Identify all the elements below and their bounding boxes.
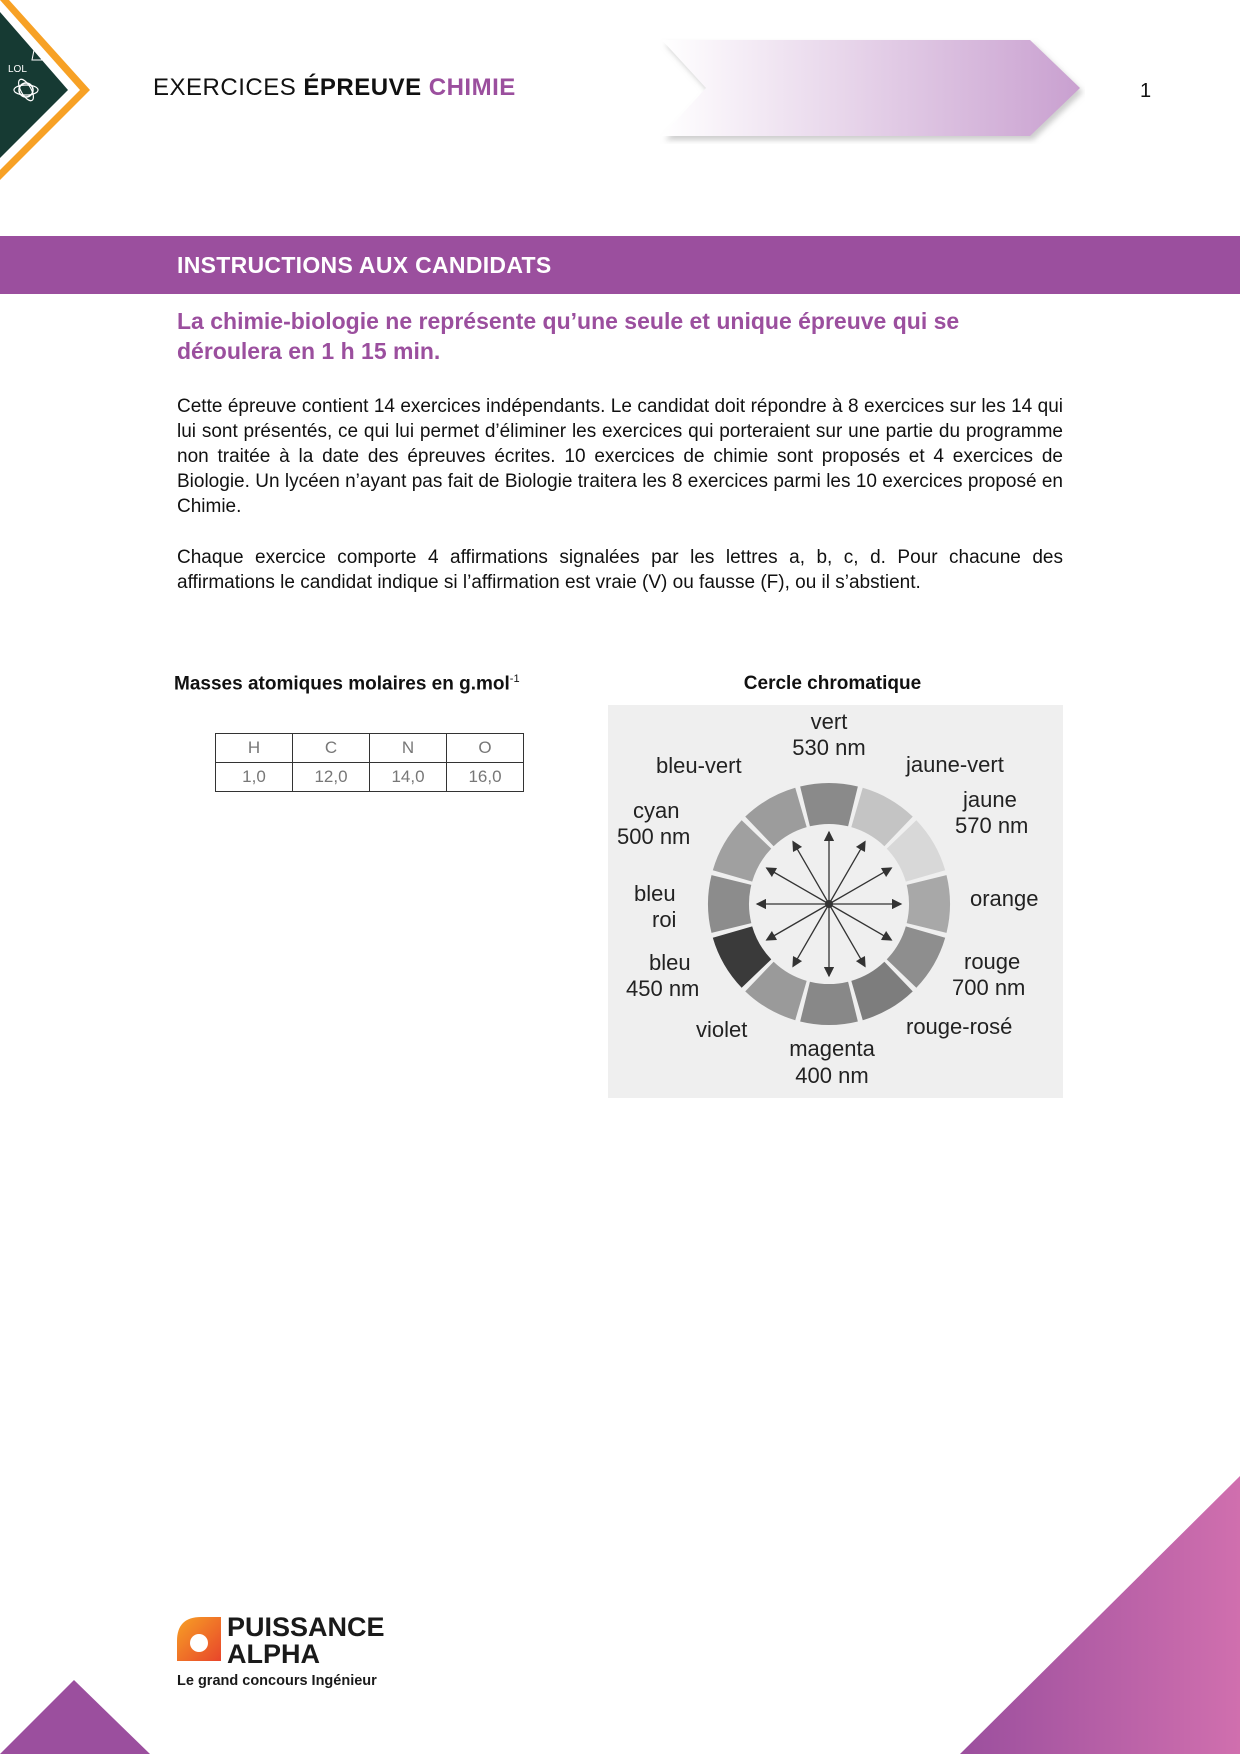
mass-cell-n: 14,0 — [370, 763, 447, 792]
label-violet: violet — [696, 1017, 748, 1042]
instructions-paragraph-2: Chaque exercice comporte 4 affirmations signalées par les lettres a, b, c, d. Pour chacune des affirmations le candidat indique si l’affirmation est vraie (V) ou fausse (F), ou il s’abstient. — [177, 547, 1063, 593]
brand-tagline: Le grand concours Ingénieur — [177, 1673, 377, 1689]
bottom-right-decoration — [960, 1476, 1240, 1754]
mass-cell-h: 1,0 — [216, 763, 293, 792]
complementary-arrow — [829, 904, 865, 966]
header-title-epreuve: ÉPREUVE — [303, 74, 429, 101]
label-rouge: rouge — [964, 949, 1021, 974]
color-ring-segment — [907, 875, 950, 933]
masses-title — [174, 673, 520, 695]
table-row — [216, 763, 524, 792]
label-vert-nm: 530 nm — [792, 735, 866, 760]
svg-text:LOL: LOL — [8, 64, 27, 75]
mass-cell-c: 12,0 — [293, 763, 370, 792]
brand-line-1: PUISSANCE — [227, 1613, 385, 1642]
header-title-chimie: CHIMIE — [428, 74, 516, 101]
color-ring-segment — [800, 783, 858, 826]
complementary-arrow — [793, 842, 829, 904]
exam-duration-heading: La chimie-biologie ne représente qu’une seule et unique épreuve qui se déroulera en 1 h 15 min. — [177, 308, 960, 364]
corner-chemistry-logo — [0, 0, 90, 190]
label-cyan-nm: 500 nm — [617, 824, 691, 849]
masses-table — [215, 733, 524, 792]
header-title-exercices: EXERCICES — [153, 74, 304, 101]
complementary-arrow — [793, 904, 829, 966]
chromatic-circle-svg — [608, 705, 1063, 1098]
instructions-paragraph-1: Cette épreuve contient 14 exercices indépendants. Le candidat doit répondre à 8 exercices sur les 14 qui lui sont présentés, ce qui lui permet d’éliminer les exercices qui porteraient sur une partie du programme non traitée à la date des épreuves écrites. 10 exercices de chimie sont proposés et 4 exercices de Biologie. Un lycéen n’ayant pas fait de Biologie traitera les 8 exercices parmi les 10 exercices proposé en Chimie. — [177, 396, 1063, 517]
masses-title-exponent: -1 — [509, 673, 520, 685]
mass-cell-o: 16,0 — [447, 763, 524, 792]
complementary-arrow — [767, 868, 829, 904]
element-cell-c: C — [293, 734, 370, 763]
label-orange: orange — [970, 886, 1039, 911]
label-jaune-vert: jaune-vert — [906, 752, 1004, 777]
page-number: 1 — [1140, 80, 1152, 102]
label-jaune: jaune — [963, 787, 1017, 812]
label-magenta: magenta — [789, 1036, 875, 1061]
element-cell-o: O — [447, 734, 524, 763]
puissance-alpha-logo — [175, 1613, 415, 1693]
circle-center-dot — [825, 900, 833, 908]
element-cell-h: H — [216, 734, 293, 763]
chromatic-circle-figure — [608, 705, 1063, 1098]
label-bleu-roi-2: roi — [652, 907, 677, 932]
label-magenta-nm: 400 nm — [795, 1063, 869, 1088]
header-arrow-banner — [660, 38, 1085, 144]
color-ring-segment — [708, 875, 751, 933]
complementary-arrow — [829, 842, 865, 904]
label-jaune-nm: 570 nm — [955, 813, 1029, 838]
label-vert: vert — [810, 709, 848, 734]
complementary-arrow — [829, 868, 891, 904]
element-cell-n: N — [370, 734, 447, 763]
label-bleu: bleu — [649, 950, 691, 975]
bottom-left-decoration — [0, 1678, 150, 1754]
label-bleu-nm: 450 nm — [626, 976, 700, 1001]
label-bleu-vert: bleu-vert — [656, 753, 742, 778]
brand-line-2: ALPHA — [227, 1639, 320, 1669]
chromatic-circle-title: Cercle chromatique — [743, 673, 922, 694]
label-bleu-roi-1: bleu — [634, 881, 676, 906]
table-row — [216, 734, 524, 763]
header-title — [153, 74, 516, 102]
complementary-arrow — [767, 904, 829, 940]
color-ring-segment — [800, 982, 858, 1025]
label-rouge-nm: 700 nm — [952, 975, 1026, 1000]
label-rouge-rose: rouge-rosé — [906, 1014, 1013, 1039]
label-cyan: cyan — [633, 798, 680, 823]
masses-title-text: Masses atomiques molaires en g.mol — [174, 673, 510, 695]
complementary-arrow — [829, 904, 891, 940]
instructions-title: INSTRUCTIONS AUX CANDIDATS — [177, 252, 552, 278]
